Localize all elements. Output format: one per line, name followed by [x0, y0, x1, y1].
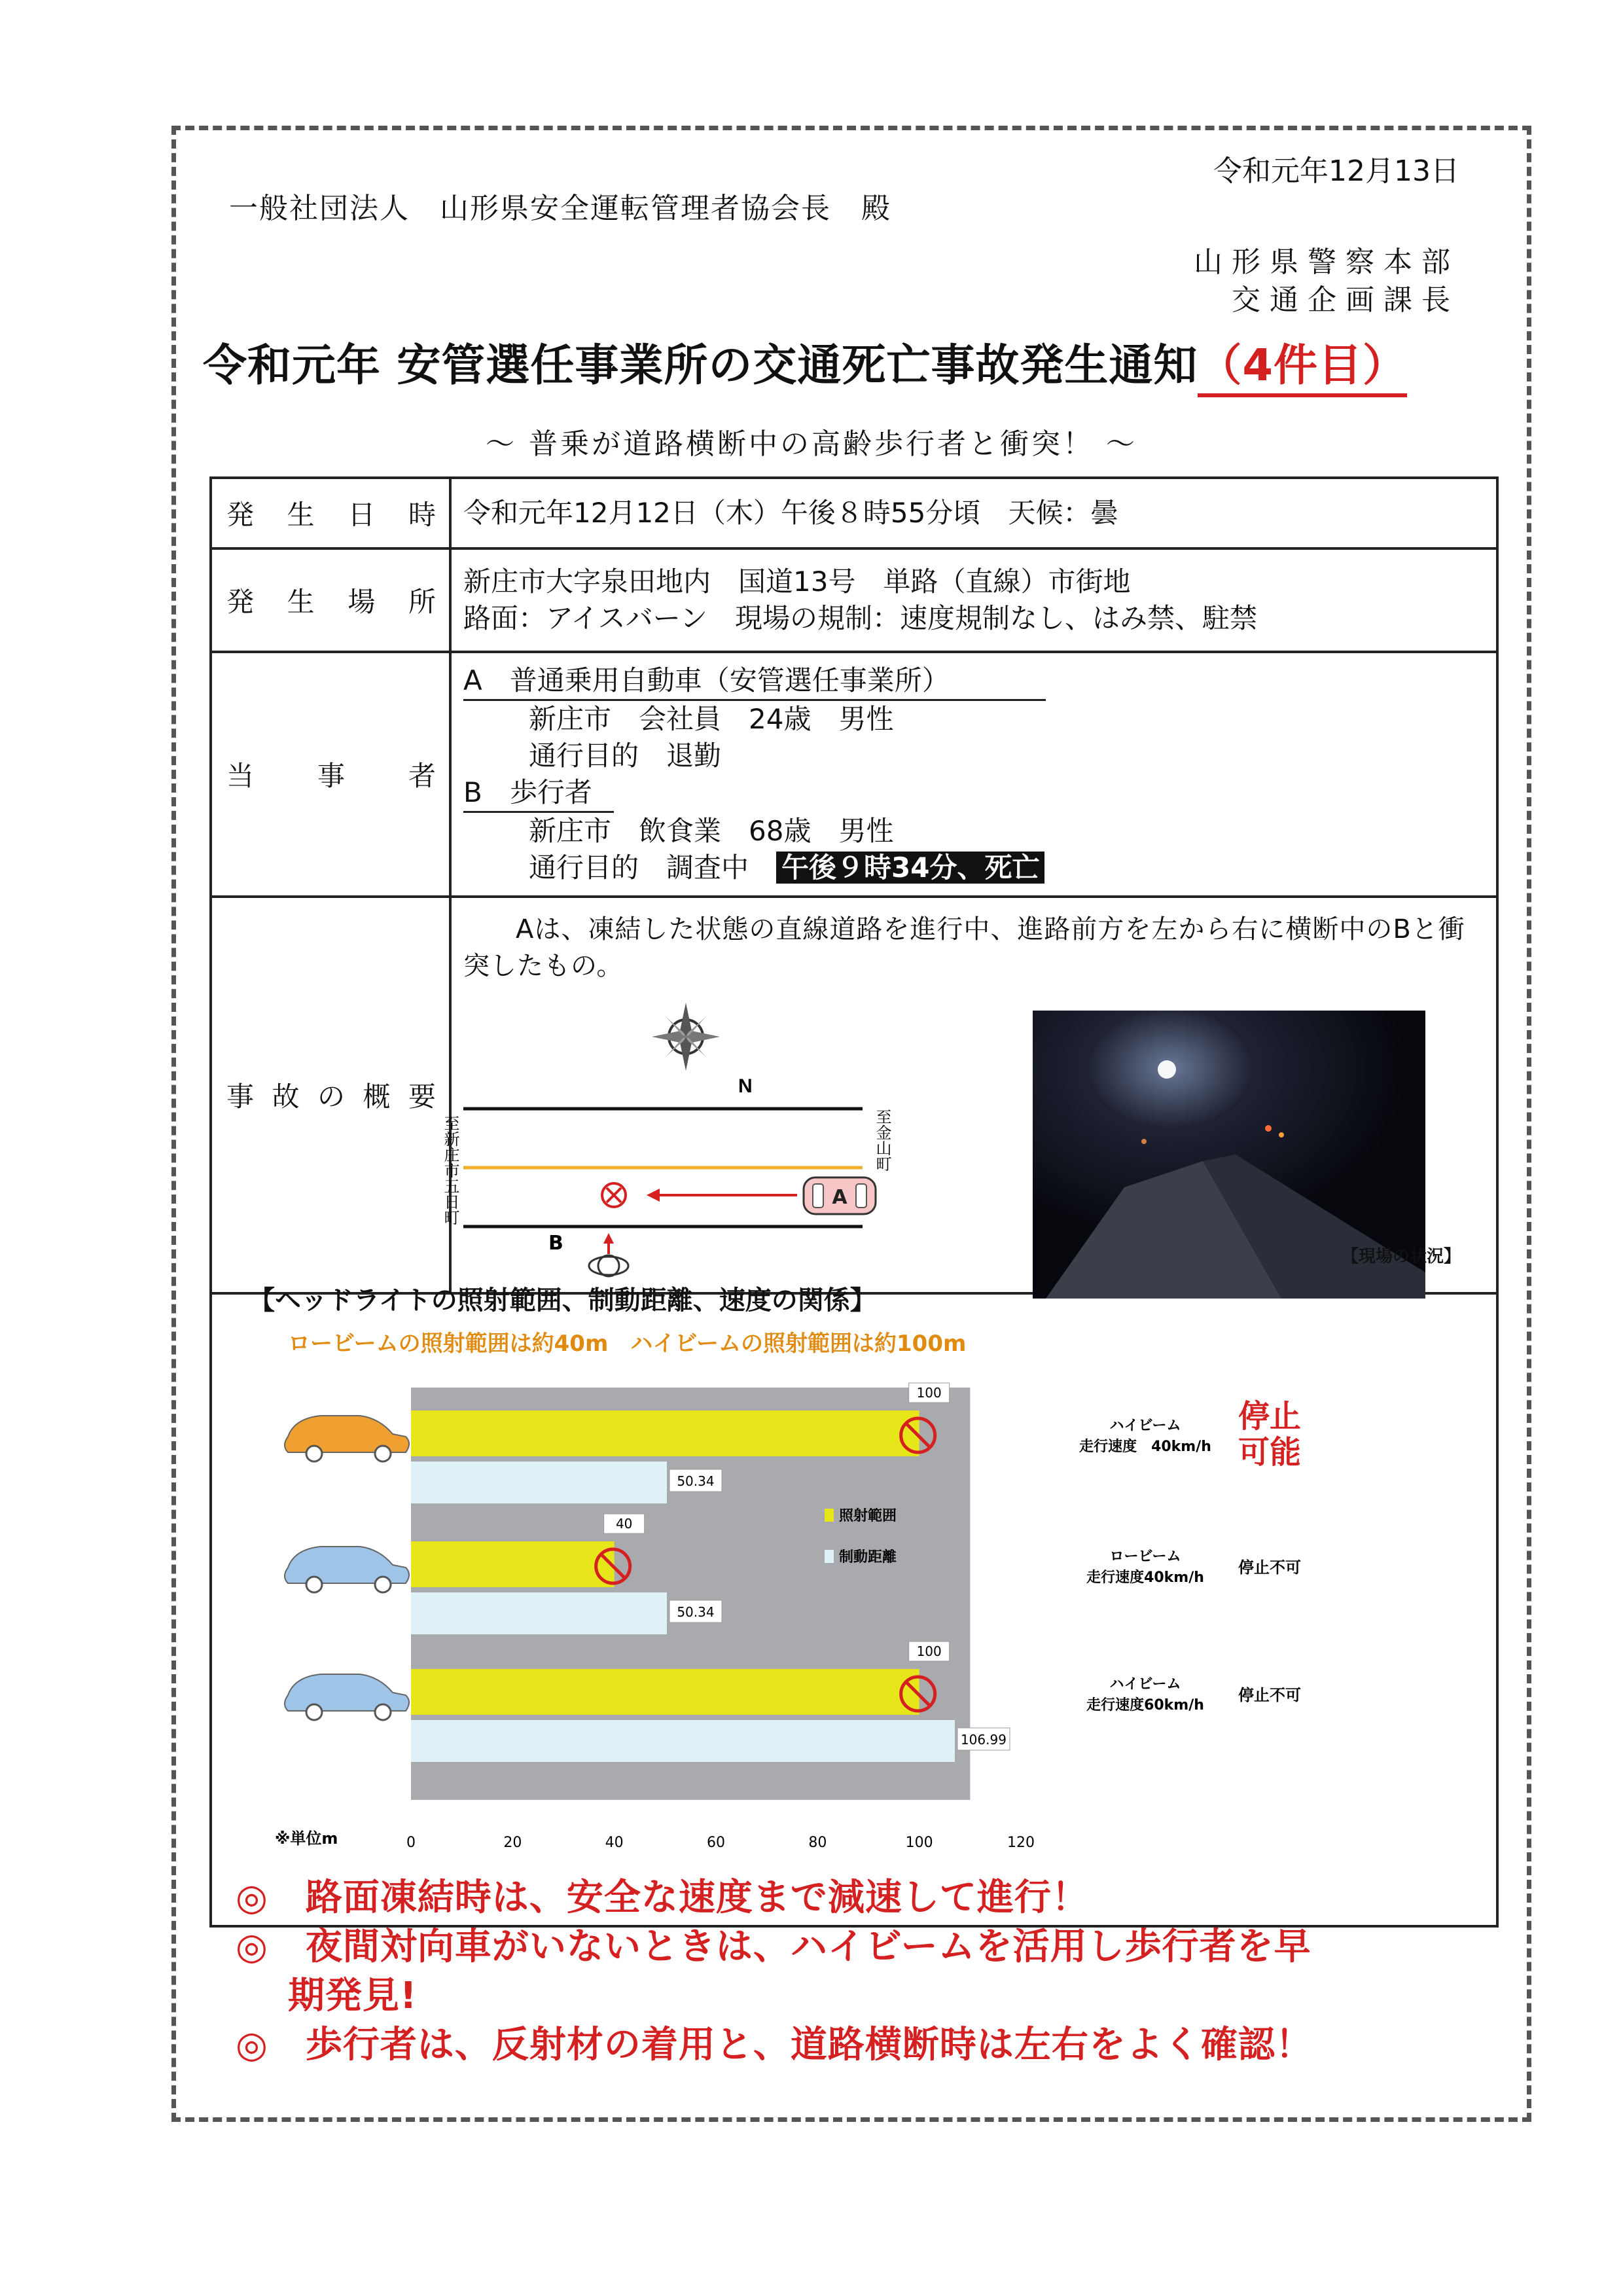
value-location: 新庄市大字泉田地内 国道13号 単路（直線）市街地 路面：アイスバーン 現場の規制：速度規制なし、はみ禁、駐禁	[450, 548, 1497, 652]
x-tick-20: 20	[503, 1835, 522, 1851]
party-a-detail: 新庄市 会社員 24歳 男性	[529, 703, 894, 735]
speed-label-3: 走行速度60km/h	[1086, 1697, 1204, 1713]
braking-label-2: 50.34	[677, 1604, 715, 1620]
unit-note: ※単位m	[275, 1829, 338, 1848]
x-tick-80: 80	[808, 1835, 827, 1851]
wheel-icon	[375, 1577, 391, 1592]
x-tick-120: 120	[1007, 1835, 1035, 1851]
braking-label-3: 106.99	[960, 1732, 1007, 1748]
mode-label-2: ロービーム	[1109, 1549, 1181, 1565]
row-parties	[211, 652, 1497, 897]
chart-title: 【ヘッドライトの照射範囲、制動距離、速度の関係】	[249, 1285, 876, 1316]
title-main: 令和元年 安管選任事業所の交通死亡事故発生通知	[203, 340, 1198, 391]
row-summary	[211, 897, 1497, 1293]
car-a-label: A	[832, 1186, 847, 1209]
right-destination: 至金山町	[873, 1109, 891, 1172]
illumination-label-2: 40	[615, 1516, 633, 1532]
car-1-icon	[285, 1416, 409, 1452]
party-b-title: B 歩行者	[463, 774, 614, 813]
x-tick-60: 60	[707, 1835, 725, 1851]
row-datetime	[211, 478, 1497, 548]
left-destination: 至新庄市五日町	[441, 1115, 459, 1225]
chart-subtitle: ロービームの照射範囲は約40m ハイビームの照射範囲は約100m	[288, 1331, 967, 1357]
illumination-label-1: 100	[916, 1385, 942, 1401]
value-datetime: 令和元年12月12日（木）午後８時55分頃 天候：曇	[450, 478, 1497, 548]
wheel-icon	[306, 1577, 322, 1592]
addressee: 一般社団法人 山形県安全運転管理者協会長 殿	[229, 192, 891, 225]
party-b-detail: 新庄市 飲食業 68歳 男性	[529, 815, 894, 847]
result-label-2: 停止不可	[1238, 1558, 1301, 1577]
speed-label-2: 走行速度40km/h	[1086, 1570, 1204, 1586]
x-tick-40: 40	[605, 1835, 624, 1851]
legend-swatch-illumination	[825, 1509, 834, 1522]
slogan-3: ◎ 歩行者は、反射材の着用と、道路横断時は左右をよく確認！	[236, 2024, 1313, 2066]
illumination-bar-1	[411, 1410, 919, 1456]
label-location: 発 生 場 所	[211, 548, 450, 652]
speed-label-1: 走行速度 40km/h	[1079, 1439, 1211, 1455]
illumination-bar-3	[411, 1669, 919, 1715]
document-subtitle: ～ 普乗が道路横断中の高齢歩行者と衝突！ ～	[486, 427, 1137, 461]
x-tick-100: 100	[905, 1835, 933, 1851]
party-a-purpose: 通行目的 退勤	[529, 740, 722, 772]
illumination-label-3: 100	[916, 1643, 942, 1659]
title-count: （4件目）	[1198, 340, 1407, 397]
collision-mark-icon	[602, 1183, 626, 1207]
result-label-1a: 停止	[1238, 1398, 1302, 1435]
headlight-braking-chart	[262, 1374, 1427, 1859]
braking-label-1: 50.34	[677, 1473, 715, 1489]
slogan-2: ◎ 夜間対向車がいないときは、ハイビームを活用し歩行者を早	[236, 1926, 1311, 1968]
x-tick-0: 0	[406, 1835, 416, 1851]
legend-swatch-braking	[825, 1550, 834, 1563]
party-b-purpose: 通行目的 調査中 午後９時34分、死亡	[463, 850, 1484, 886]
value-parties	[450, 652, 1497, 897]
braking-bar-3	[411, 1720, 955, 1762]
sender-org: 山形県警察本部	[1194, 245, 1459, 279]
label-datetime: 発 生 日 時	[211, 478, 450, 548]
summary-text: Aは、凍結した状態の直線道路を進行中、進路前方を左から右に横断中のBと衝突したもの。	[463, 914, 1465, 981]
car-3-icon	[285, 1674, 409, 1711]
party-b-outcome: 午後９時34分、死亡	[776, 852, 1044, 884]
pedestrian-b-icon	[589, 1233, 628, 1276]
value-summary	[441, 897, 1497, 1293]
result-label-1b: 可能	[1238, 1434, 1302, 1471]
legend-braking: 制動距離	[839, 1549, 897, 1566]
wheel-icon	[306, 1446, 322, 1462]
party-a-title: A 普通乗用自動車（安管選任事業所）	[463, 662, 1046, 701]
sender	[1194, 243, 1459, 319]
slogan-2-cont: 期発見!	[288, 1975, 418, 2017]
car-2-icon	[285, 1547, 409, 1583]
label-parties: 当 事 者	[211, 652, 450, 897]
slogan-1: ◎ 路面凍結時は、安全な速度まで減速して進行！	[236, 1876, 1089, 1919]
result-label-3: 停止不可	[1238, 1686, 1301, 1704]
car-a-icon	[804, 1177, 876, 1214]
braking-bar-2	[411, 1592, 667, 1634]
arrow-head-icon	[647, 1189, 660, 1202]
wheel-icon	[375, 1446, 391, 1462]
braking-bar-1	[411, 1462, 667, 1503]
legend-illumination: 照射範囲	[839, 1508, 897, 1524]
pedestrian-b-label: B	[548, 1232, 563, 1255]
label-summary: 事 故 の 概 要	[211, 897, 450, 1293]
wheel-icon	[306, 1704, 322, 1720]
document-title	[203, 331, 1407, 393]
accident-diagram	[441, 991, 1484, 1279]
sender-title: 交通企画課長	[1232, 283, 1459, 317]
illumination-bar-2	[411, 1541, 615, 1587]
incident-table	[209, 476, 1499, 1295]
mode-label-3: ハイビーム	[1109, 1676, 1181, 1693]
compass-icon	[652, 1003, 720, 1071]
photo-caption: 【現場の状況】	[1342, 1247, 1461, 1266]
issue-date: 令和元年12月13日	[1213, 154, 1459, 188]
row-location	[211, 548, 1497, 652]
wheel-icon	[375, 1704, 391, 1720]
north-label: N	[738, 1075, 753, 1097]
mode-label-1: ハイビーム	[1109, 1418, 1181, 1434]
